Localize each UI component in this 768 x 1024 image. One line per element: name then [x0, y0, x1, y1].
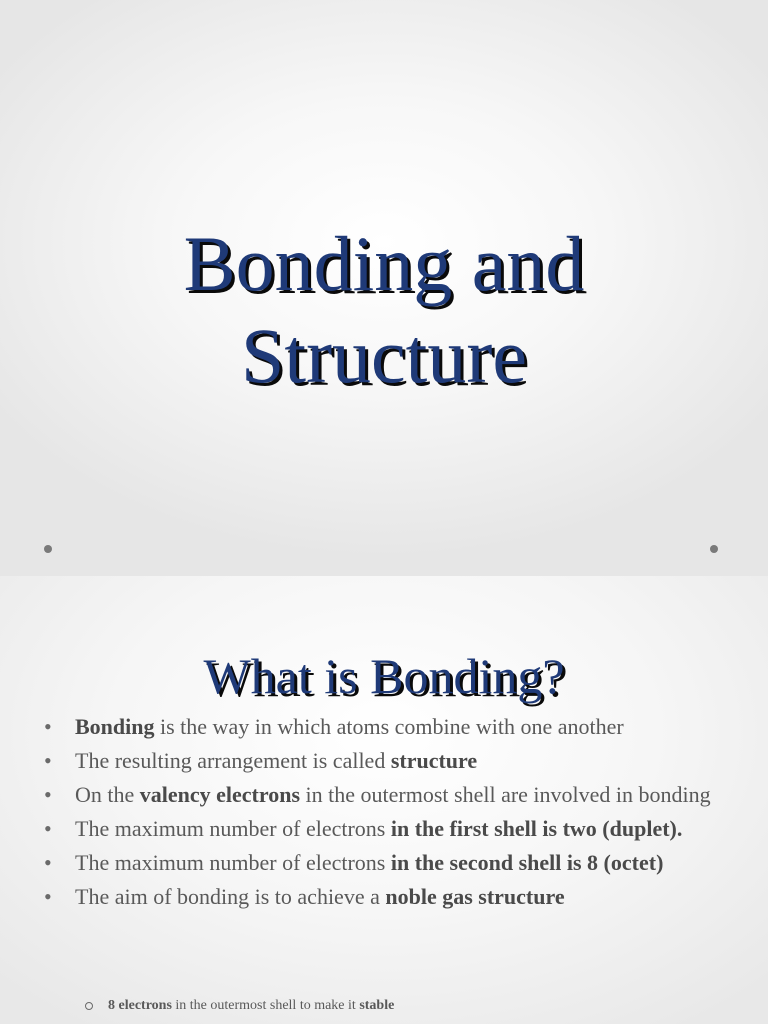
- sub-bullet-bold: stable: [359, 998, 395, 1013]
- bullet-bold: Bonding: [75, 714, 155, 739]
- sub-bullet-bold: 8 electrons: [108, 998, 172, 1013]
- bullet-bold: noble gas structure: [385, 884, 565, 909]
- bullet-text: The maximum number of electrons: [75, 850, 391, 875]
- bullet-item: [44, 849, 724, 876]
- bullet-text: On the: [75, 782, 140, 807]
- slide-heading: What is Bonding?: [203, 648, 565, 704]
- bullet-bold: in the second shell is 8 (octet): [390, 850, 664, 875]
- sub-bullet-text: in the outermost shell to make it: [171, 998, 360, 1013]
- bullet-item: [44, 815, 724, 842]
- slide-title: [0, 218, 768, 402]
- bullet-item: [44, 781, 724, 808]
- bullet-item: [44, 713, 724, 740]
- bullet-item: [44, 747, 724, 774]
- content-slide: [0, 576, 768, 1024]
- title-line-1: Bonding and: [183, 220, 585, 307]
- title-line-2: Structure: [241, 312, 527, 399]
- bullet-text: The aim of bonding is to achieve a: [75, 884, 386, 909]
- bullet-text: The resulting arrangement is called: [75, 748, 391, 773]
- bullet-dot-icon: [710, 545, 718, 553]
- bullet-bold: structure: [390, 748, 478, 773]
- sub-bullet-item: [44, 997, 768, 1015]
- bullet-list: [44, 713, 724, 910]
- bullet-text: in the outermost shell are involved in bonding: [300, 782, 711, 807]
- bullet-dot-icon: [44, 545, 52, 553]
- bullet-text: is the way in which atoms combine with one another: [154, 714, 624, 739]
- bullet-bold: valency electrons: [139, 782, 301, 807]
- bullet-text: The maximum number of electrons: [75, 816, 391, 841]
- bullet-item: [44, 883, 724, 910]
- bullet-bold: in the first shell is two (duplet).: [390, 816, 683, 841]
